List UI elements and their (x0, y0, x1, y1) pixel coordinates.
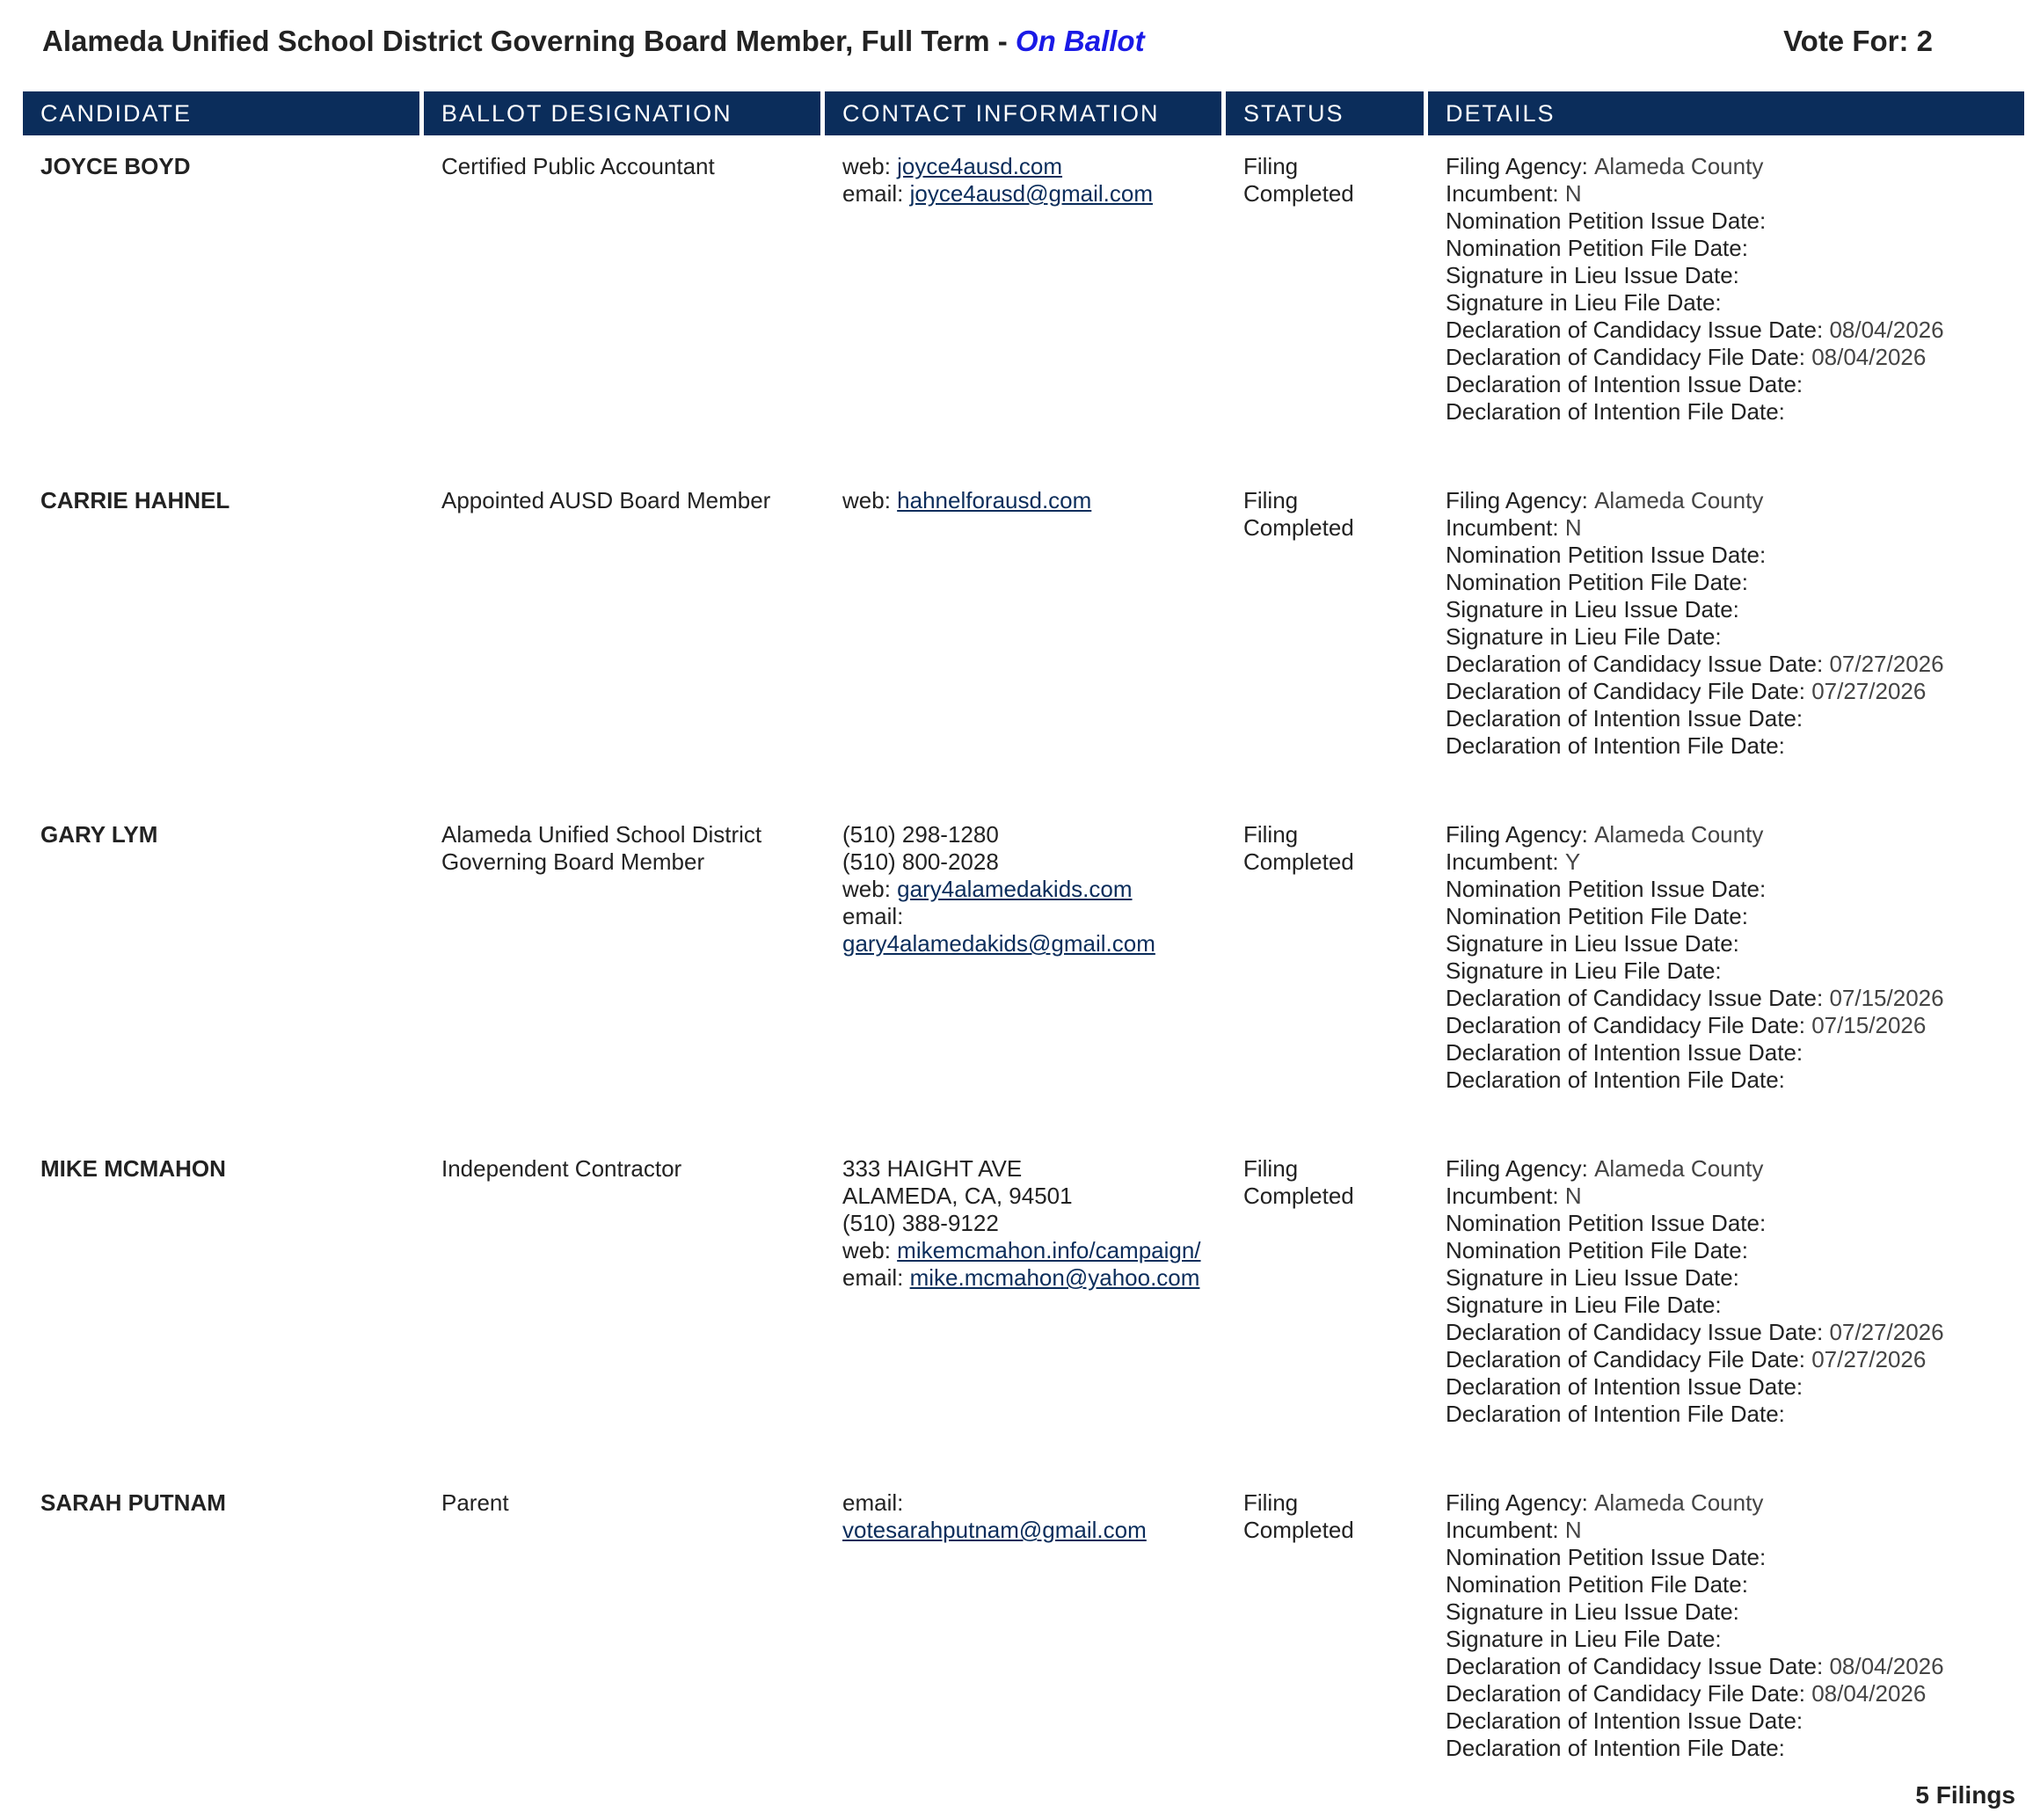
table-row (23, 1472, 2024, 1806)
column-header-status: STATUS (1226, 91, 1428, 135)
web-label: web: (842, 153, 898, 179)
detail-label: Declaration of Candidacy Issue Date: (1446, 651, 1830, 677)
detail-label: Declaration of Intention Issue Date: (1446, 371, 1803, 397)
detail-label: Filing Agency: (1446, 1155, 1595, 1182)
candidate-name: CARRIE HAHNEL (40, 487, 230, 513)
detail-label: Incumbent: (1446, 1517, 1565, 1543)
candidacy-file-date: 07/15/2026 (1811, 1012, 1927, 1038)
email-label: email: (842, 1489, 904, 1516)
detail-label: Nomination Petition File Date: (1446, 569, 1748, 595)
candidacy-file-date: 07/27/2026 (1811, 1346, 1927, 1372)
email-label: email: (842, 180, 910, 207)
filing-details (1428, 470, 2024, 804)
filing-details (1428, 1138, 2024, 1472)
detail-label: Nomination Petition File Date: (1446, 1571, 1748, 1598)
filing-agency: Alameda County (1594, 487, 1764, 513)
contact-info (825, 1472, 1226, 1806)
detail-label: Nomination Petition Issue Date: (1446, 876, 1767, 902)
detail-label: Declaration of Candidacy Issue Date: (1446, 1653, 1830, 1679)
incumbent-flag: N (1564, 180, 1582, 207)
detail-label: Declaration of Candidacy File Date: (1446, 1346, 1812, 1372)
email-link[interactable]: mike.mcmahon@yahoo.com (909, 1264, 1200, 1291)
web-label: web: (842, 487, 898, 513)
detail-label: Declaration of Intention File Date: (1446, 1067, 1785, 1093)
detail-label: Nomination Petition Issue Date: (1446, 207, 1767, 234)
detail-label: Nomination Petition Issue Date: (1446, 1210, 1767, 1236)
email-link[interactable]: votesarahputnam@gmail.com (842, 1517, 1147, 1543)
detail-label: Declaration of Candidacy File Date: (1446, 344, 1812, 370)
ballot-designation: Appointed AUSD Board Member (441, 487, 771, 513)
ballot-designation: Parent (441, 1489, 509, 1516)
web-label: web: (842, 1237, 898, 1263)
contest-title (42, 25, 1145, 58)
table-row (23, 804, 2024, 1138)
detail-label: Declaration of Intention File Date: (1446, 1735, 1785, 1761)
filing-details (1428, 135, 2024, 470)
candidacy-file-date: 08/04/2026 (1811, 1680, 1927, 1707)
detail-label: Nomination Petition File Date: (1446, 235, 1748, 261)
phone-number: (510) 298-1280 (842, 821, 999, 848)
detail-label: Filing Agency: (1446, 487, 1595, 513)
contact-info (825, 1138, 1226, 1472)
incumbent-flag: N (1564, 1517, 1582, 1543)
detail-label: Declaration of Intention Issue Date: (1446, 1707, 1803, 1734)
table-row (23, 1138, 2024, 1472)
filing-agency: Alameda County (1594, 821, 1764, 848)
column-header-designation: BALLOT DESIGNATION (424, 91, 825, 135)
detail-label: Signature in Lieu Issue Date: (1446, 1598, 1739, 1625)
detail-label: Signature in Lieu File Date: (1446, 957, 1722, 984)
email-label: email: (842, 1264, 910, 1291)
website-link[interactable]: hahnelforausd.com (897, 487, 1092, 513)
website-link[interactable]: joyce4ausd.com (897, 153, 1063, 179)
detail-label: Filing Agency: (1446, 153, 1595, 179)
candidacy-issue-date: 07/27/2026 (1829, 1319, 1944, 1345)
incumbent-flag: N (1564, 1183, 1582, 1209)
detail-label: Signature in Lieu File Date: (1446, 289, 1722, 316)
filing-status: Filing Completed (1243, 487, 1354, 541)
incumbent-flag: N (1564, 514, 1582, 541)
column-header-candidate: CANDIDATE (23, 91, 424, 135)
detail-label: Filing Agency: (1446, 821, 1595, 848)
detail-label: Nomination Petition File Date: (1446, 903, 1748, 929)
candidacy-file-date: 08/04/2026 (1811, 344, 1927, 370)
column-header-details: DETAILS (1428, 91, 2024, 135)
filings-count: 5 Filings (1915, 1781, 2015, 1809)
ballot-designation: Independent Contractor (441, 1155, 682, 1182)
detail-label: Nomination Petition Issue Date: (1446, 1544, 1767, 1570)
phone-number: (510) 800-2028 (842, 848, 999, 875)
ballot-designation: Alameda Unified School District Governing Board Member (441, 821, 762, 875)
detail-label: Signature in Lieu File Date: (1446, 1292, 1722, 1318)
candidate-table (23, 91, 2024, 1806)
detail-label: Signature in Lieu Issue Date: (1446, 930, 1739, 957)
candidacy-issue-date: 08/04/2026 (1829, 317, 1944, 343)
web-label: web: (842, 876, 898, 902)
candidate-name: GARY LYM (40, 821, 158, 848)
candidacy-file-date: 07/27/2026 (1811, 678, 1927, 704)
filing-details (1428, 804, 2024, 1138)
filing-status: Filing Completed (1243, 1489, 1354, 1543)
detail-label: Declaration of Candidacy File Date: (1446, 1680, 1812, 1707)
filing-status: Filing Completed (1243, 153, 1354, 207)
detail-label: Declaration of Intention Issue Date: (1446, 1373, 1803, 1400)
street-address: 333 HAIGHT AVE (842, 1155, 1023, 1182)
candidacy-issue-date: 08/04/2026 (1829, 1653, 1944, 1679)
detail-label: Declaration of Intention Issue Date: (1446, 705, 1803, 732)
candidacy-issue-date: 07/27/2026 (1829, 651, 1944, 677)
detail-label: Declaration of Candidacy Issue Date: (1446, 317, 1830, 343)
website-link[interactable]: mikemcmahon.info/campaign/ (897, 1237, 1201, 1263)
website-link[interactable]: gary4alamedakids.com (897, 876, 1133, 902)
detail-label: Declaration of Candidacy Issue Date: (1446, 985, 1830, 1011)
detail-label: Signature in Lieu File Date: (1446, 623, 1722, 650)
phone-number: (510) 388-9122 (842, 1210, 999, 1236)
incumbent-flag: Y (1564, 848, 1581, 875)
filing-agency: Alameda County (1594, 1489, 1764, 1516)
filing-agency: Alameda County (1594, 153, 1764, 179)
ballot-designation: Certified Public Accountant (441, 153, 715, 179)
detail-label: Declaration of Candidacy Issue Date: (1446, 1319, 1830, 1345)
filing-agency: Alameda County (1594, 1155, 1764, 1182)
city-address: ALAMEDA, CA, 94501 (842, 1183, 1073, 1209)
contest-header (42, 25, 1933, 69)
contact-info (825, 135, 1226, 470)
detail-label: Signature in Lieu File Date: (1446, 1626, 1722, 1652)
email-label: email: (842, 903, 904, 929)
detail-label: Signature in Lieu Issue Date: (1446, 262, 1739, 288)
detail-label: Filing Agency: (1446, 1489, 1595, 1516)
detail-label: Declaration of Candidacy File Date: (1446, 678, 1812, 704)
candidate-name: MIKE MCMAHON (40, 1155, 226, 1182)
detail-label: Declaration of Intention File Date: (1446, 1401, 1785, 1427)
detail-label: Declaration of Intention Issue Date: (1446, 1039, 1803, 1066)
contest-name: Alameda Unified School District Governing Board Member, Full Term - (42, 25, 1016, 57)
table-row (23, 470, 2024, 804)
filing-status: Filing Completed (1243, 821, 1354, 875)
contact-info (825, 470, 1226, 804)
candidate-name: JOYCE BOYD (40, 153, 191, 179)
contact-info (825, 804, 1226, 1138)
detail-label: Nomination Petition Issue Date: (1446, 542, 1767, 568)
table-row (23, 135, 2024, 470)
table-header-row (23, 91, 2024, 135)
detail-label: Declaration of Intention File Date: (1446, 732, 1785, 759)
email-link[interactable]: gary4alamedakids@gmail.com (842, 930, 1155, 957)
filing-details (1428, 1472, 2024, 1806)
detail-label: Signature in Lieu Issue Date: (1446, 596, 1739, 622)
detail-label: Signature in Lieu Issue Date: (1446, 1264, 1739, 1291)
detail-label: Declaration of Candidacy File Date: (1446, 1012, 1812, 1038)
detail-label: Incumbent: (1446, 1183, 1565, 1209)
detail-label: Incumbent: (1446, 180, 1565, 207)
detail-label: Incumbent: (1446, 848, 1565, 875)
contest-status: On Ballot (1015, 25, 1145, 57)
candidacy-issue-date: 07/15/2026 (1829, 985, 1944, 1011)
column-header-contact: CONTACT INFORMATION (825, 91, 1226, 135)
detail-label: Incumbent: (1446, 514, 1565, 541)
candidate-name: SARAH PUTNAM (40, 1489, 226, 1516)
detail-label: Nomination Petition File Date: (1446, 1237, 1748, 1263)
filing-status: Filing Completed (1243, 1155, 1354, 1209)
email-link[interactable]: joyce4ausd@gmail.com (909, 180, 1153, 207)
vote-for-count: Vote For: 2 (1783, 25, 1933, 57)
detail-label: Declaration of Intention File Date: (1446, 398, 1785, 425)
